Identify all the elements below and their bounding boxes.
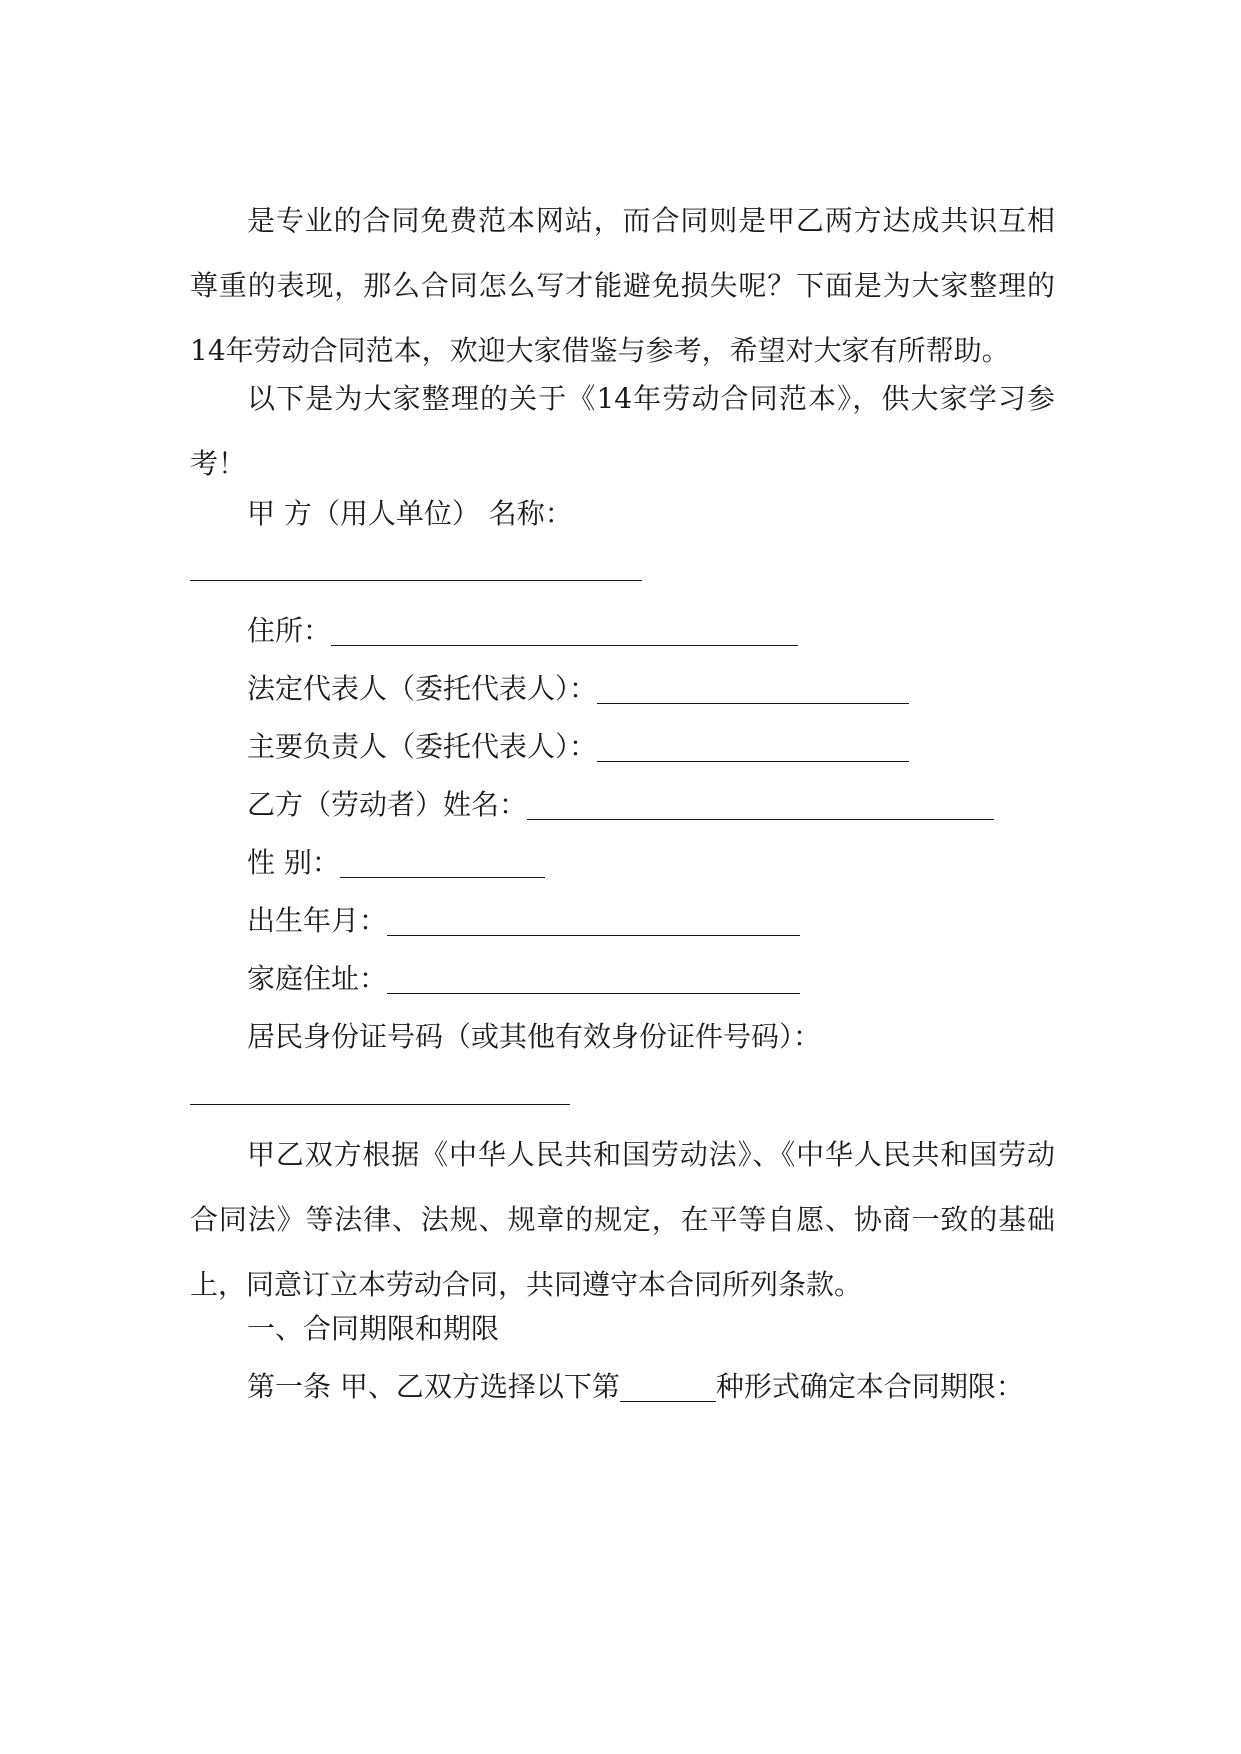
article-one-row (247, 1354, 1077, 1419)
intro-paragraph: 是专业的合同免费范本网站，而合同则是甲乙两方达成共识互相尊重的表现，那么合同怎么写才能避免损失呢？下面是为大家整理的14年劳动合同范本，欢迎大家借鉴与参考，希望对大家有所帮助。 (190, 204, 1055, 367)
address-row (247, 598, 1077, 663)
home-address-row (247, 946, 1077, 1011)
party-b-name-row (247, 772, 1077, 837)
lead-paragraph: 以下是为大家整理的关于《14年劳动合同范本》，供大家学习参考！ (190, 382, 1055, 480)
legal-rep-blank[interactable] (597, 702, 909, 704)
home-address-blank[interactable] (387, 992, 800, 994)
section-one-heading: 一、合同期限和期限 (247, 1312, 500, 1345)
party-a-name-blank[interactable] (190, 580, 642, 581)
birth-label: 出生年月： (247, 904, 388, 937)
main-responsible-blank[interactable] (597, 760, 909, 762)
address-label: 住所： (247, 614, 332, 647)
article-one-suffix: 种形式确定本合同期限： (715, 1370, 1024, 1403)
main-responsible-label: 主要负责人（委托代表人）： (247, 730, 598, 763)
gender-blank[interactable] (340, 876, 545, 878)
party-b-name-blank[interactable] (527, 818, 994, 820)
birth-row (247, 888, 1077, 953)
home-address-label: 家庭住址： (247, 962, 388, 995)
article-one-prefix: 第一条 甲、乙双方选择以下第 (247, 1370, 620, 1403)
birth-blank[interactable] (387, 934, 800, 936)
basis-paragraph: 甲乙双方根据《中华人民共和国劳动法》、《中华人民共和国劳动合同法》等法律、法规、规章的规定，在平等自愿、协商一致的基础上，同意订立本劳动合同，共同遵守本合同所列条款。 (190, 1138, 1055, 1301)
article-one-blank[interactable] (620, 1400, 716, 1402)
party-b-name-label: 乙方（劳动者）姓名： (247, 788, 528, 821)
address-blank[interactable] (331, 644, 798, 646)
party-a-name-label: 甲 方（用人单位） 名称： (247, 497, 573, 530)
legal-rep-row (247, 656, 1077, 721)
main-responsible-row (247, 714, 1077, 779)
legal-rep-label: 法定代表人（委托代表人）： (247, 672, 598, 705)
gender-label: 性 别： (247, 846, 340, 879)
id-blank[interactable] (190, 1104, 570, 1105)
id-label: 居民身份证号码（或其他有效身份证件号码）： (247, 1020, 822, 1053)
gender-row (247, 830, 1077, 895)
